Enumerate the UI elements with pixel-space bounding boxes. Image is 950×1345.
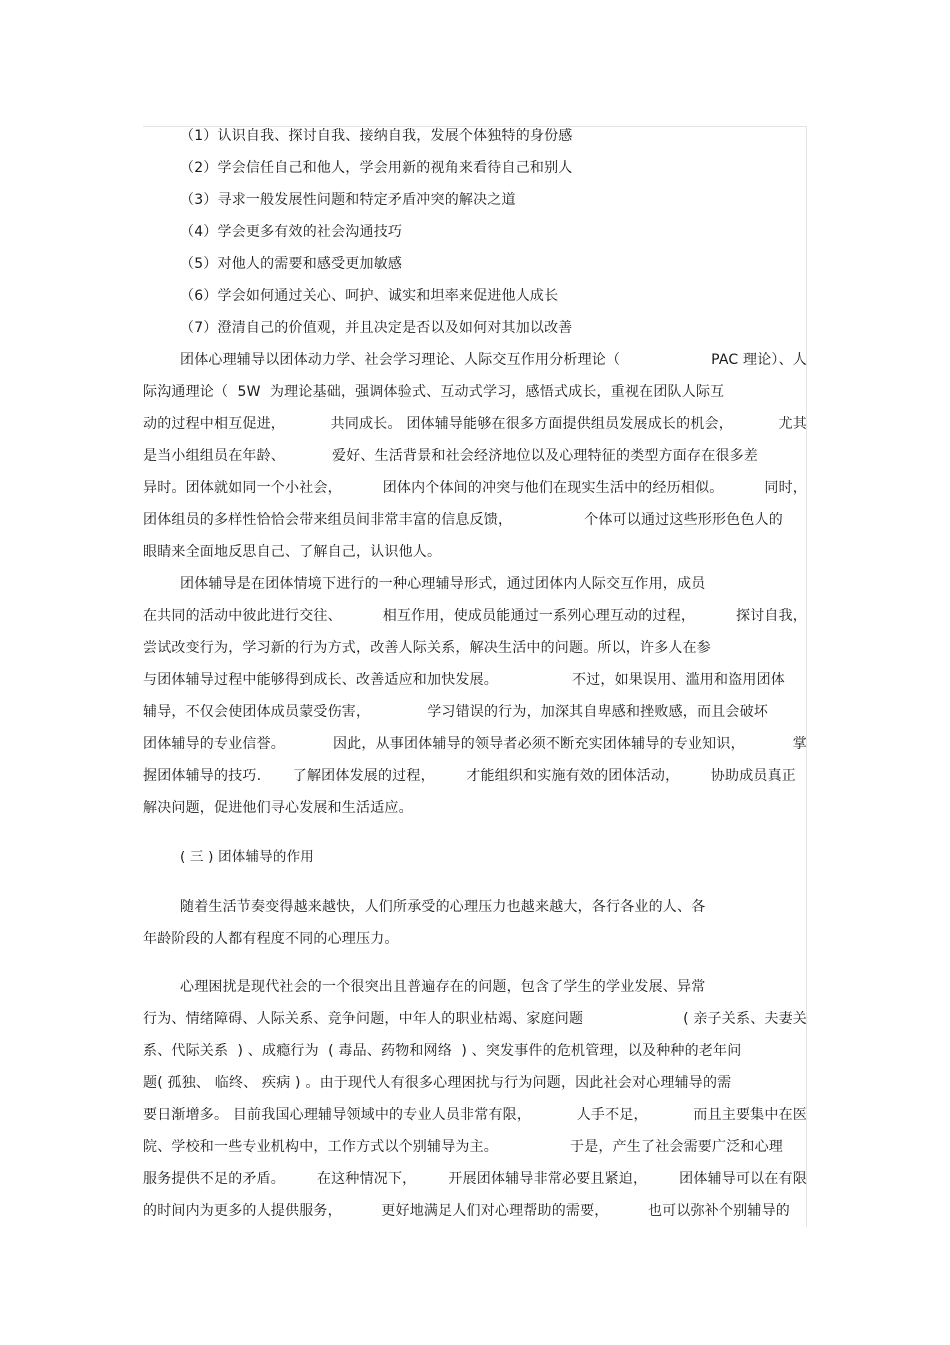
- para4-line-5: [143, 1102, 807, 1128]
- para4-line-3: 系、代际关系 ) 、成瘾行为 ( 毒品、药物和网络 ) 、突发事件的危机管理，以及种种的老年问: [143, 1043, 742, 1059]
- goal-item-5: （5）对他人的需要和感受更加敏感: [180, 256, 403, 272]
- section-heading: ( 三 ) 团体辅导的作用: [180, 849, 315, 865]
- para1-line-2: 际沟通理论（ 5W 为理论基础，强调体验式、互动式学习，感悟式成长，重视在团队人际互: [143, 384, 725, 400]
- para2-text: 因此，从事团体辅导的领导者必须不断充实团体辅导的专业知识，: [332, 736, 745, 752]
- goal-item-4: （4）学会更多有效的社会沟通技巧: [180, 224, 403, 240]
- para1-text: 动的过程中相互促进，: [143, 416, 285, 432]
- para4-text: 要日渐增多。 目前我国心理辅导领域中的专业人员非常有限，: [143, 1107, 532, 1123]
- para4-text: 团体辅导可以在有限: [679, 1171, 807, 1187]
- para2-text: 掌: [792, 736, 807, 752]
- para2-line-5: [143, 699, 768, 725]
- para4-text: 行为、情绪障碍、人际关系、竞争问题，中年人的职业枯竭、家庭问题: [143, 1011, 584, 1027]
- para4-text: 开展团体辅导非常必要且紧迫，: [448, 1171, 648, 1187]
- para2-text: 相互作用，使成员能通过一系列心理互动的过程，: [382, 608, 696, 624]
- goal-item-3: （3）寻求一般发展性问题和特定矛盾冲突的解决之道: [180, 192, 516, 208]
- para2-line-1: 团体辅导是在团体情境下进行的一种心理辅导形式，通过团体内人际交互作用，成员: [180, 576, 706, 592]
- goal-item-1: （1）认识自我、探讨自我、接纳自我，发展个体独特的身份感: [180, 128, 573, 144]
- para1-line-5: [143, 475, 807, 501]
- para1-text: 异时。团体就如同一个小社会，: [143, 480, 342, 496]
- para1-text: 爱好、生活背景和社会经济地位以及心理特征的类型方面存在很多差: [332, 448, 758, 464]
- para1-line-7: 眼睛来全面地反思自己、了解自己，认识他人。: [143, 544, 442, 560]
- para4-line-7: [143, 1166, 807, 1192]
- para2-text: 才能组织和实施有效的团体活动，: [466, 768, 680, 784]
- para3-line-2: 年龄阶段的人都有程度不同的心理压力。: [143, 931, 399, 947]
- para4-text: 的时间内为更多的人提供服务，: [143, 1203, 342, 1219]
- para1-line-3: [143, 411, 807, 437]
- para1-text: 团体心理辅导以团体动力学、社会学习理论、人际交互作用分析理论（: [180, 352, 621, 368]
- para3-line-1: 随着生活节奏变得越来越快，人们所承受的心理压力也越来越大，各行各业的人、各: [180, 899, 706, 915]
- goal-item-2: （2）学会信任自己和他人，学会用新的视角来看待自己和别人: [180, 160, 573, 176]
- para1-line-1: [180, 347, 807, 373]
- para2-text: 学习错误的行为，加深其自卑感和挫败感，而且会破坏: [427, 704, 768, 720]
- para4-text: 也可以弥补个别辅导的: [647, 1203, 790, 1219]
- para4-text: 在这种情况下，: [316, 1171, 417, 1187]
- goal-item-7: （7）澄清自己的价值观，并且决定是否以及如何对其加以改善: [180, 320, 573, 336]
- para4-text: 更好地满足人们对心理帮助的需要，: [381, 1203, 609, 1219]
- para1-text: 团体组员的多样性恰恰会带来组员间非常丰富的信息反馈，: [143, 512, 513, 528]
- para1-text: 同时，: [764, 480, 807, 496]
- para1-text: 共同成长。 团体辅导能够在很多方面提供组员发展成长的机会，: [330, 416, 733, 432]
- para2-text: 了解团体发展的过程，: [292, 768, 435, 784]
- para2-text: 探讨自我，: [736, 608, 807, 624]
- para4-text: 人手不足，: [576, 1107, 648, 1123]
- para1-text: 是当小组组员在年龄、: [143, 448, 285, 464]
- para4-text: 服务提供不足的矛盾。: [143, 1171, 285, 1187]
- para2-line-6: [143, 731, 807, 757]
- para4-line-2: [143, 1006, 807, 1032]
- para2-text: 与团体辅导过程中能够得到成长、改善适应和加快发展。: [143, 672, 498, 688]
- para1-text: PAC 理论）、人: [711, 352, 807, 368]
- para4-line-4: 题( 孤独、 临终、 疾病 ) 。由于现代人有很多心理困扰与行为问题，因此社会对心理辅导的需: [143, 1075, 732, 1091]
- goal-item-6: （6）学会如何通过关心、呵护、诚实和坦率来促进他人成长: [180, 288, 559, 304]
- para2-line-2: [143, 603, 807, 629]
- para1-line-6: [143, 507, 783, 533]
- para4-line-1: 心理困扰是现代社会的一个很突出且普遍存在的问题，包含了学生的学业发展、异常: [180, 979, 706, 995]
- para4-line-8: [143, 1198, 790, 1224]
- para2-text: 握团体辅导的技巧.: [143, 768, 262, 784]
- para2-text: 协助成员真正: [710, 768, 796, 784]
- para2-text: 不过，如果误用、滥用和盗用团体: [572, 672, 785, 688]
- para1-text: 个体可以通过这些形形色色人的: [584, 512, 783, 528]
- para1-text: 尤其: [778, 416, 807, 432]
- para2-text: 辅导，不仅会使团体成员蒙受伤害，: [143, 704, 371, 720]
- para4-text: 于是，产生了社会需要广泛和心理: [570, 1139, 783, 1155]
- para4-text: 而且主要集中在医: [693, 1107, 807, 1123]
- para4-text: 院、学校和一些专业机构中，工作方式以个别辅导为主。: [143, 1139, 498, 1155]
- para2-line-4: [143, 667, 785, 693]
- para2-line-7: [143, 763, 796, 789]
- para2-line-3: 尝试改变行为，学习新的行为方式，改善人际关系，解决生活中的问题。所以，许多人在参: [143, 640, 711, 656]
- para2-text: 在共同的活动中彼此进行交往、: [143, 608, 342, 624]
- para1-line-4: [143, 443, 758, 469]
- para1-text: 团体内个体间的冲突与他们在现实生活中的经历相似。: [382, 480, 724, 496]
- para2-line-8: 解决问题，促进他们寻心发展和生活适应。: [143, 800, 413, 816]
- para4-line-6: [143, 1134, 783, 1160]
- para2-text: 团体辅导的专业信誉。: [143, 736, 285, 752]
- para4-text: ( 亲子关系、夫妻关: [683, 1011, 807, 1027]
